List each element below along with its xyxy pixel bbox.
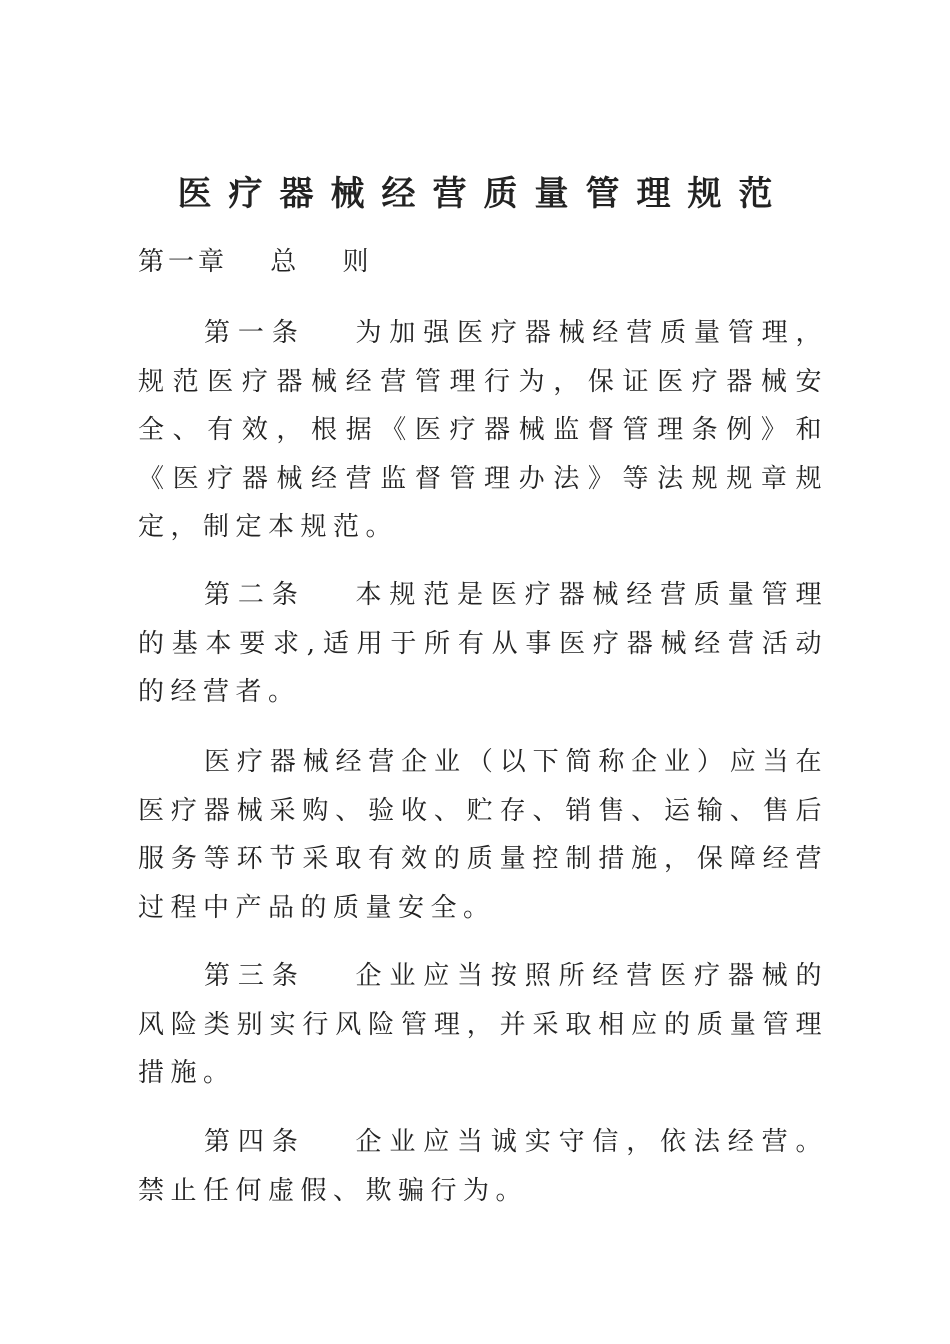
- article-number: 第三条: [204, 961, 306, 991]
- article-text: 医疗器械经营企业（以下简称企业）应当在医疗器械采购、验收、贮存、销售、运输、售后服务等环节采取有效的质量控制措施，保障经营过程中产品的质量安全。: [138, 747, 828, 923]
- article-text: 企业应当诚实守信，依法经营。禁止任何虚假、欺骗行为。: [138, 1127, 828, 1206]
- chapter-heading: 第一章 总 则: [138, 247, 373, 277]
- document-title: 医疗器械经营质量管理规范: [177, 174, 790, 214]
- article-number: 第一条: [204, 318, 306, 348]
- article-paragraph-4: [138, 952, 828, 1098]
- article-paragraph-5: [138, 1118, 828, 1215]
- article-paragraph-1: [138, 309, 828, 552]
- article-number: 第二条: [204, 580, 306, 610]
- article-text: 为加强医疗器械经营质量管理，规范医疗器械经营管理行为，保证医疗器械安全、有效，根据《医疗器械监督管理条例》和《医疗器械经营监督管理办法》等法规规章规定，制定本规范。: [138, 318, 828, 542]
- article-paragraph-3: [138, 738, 828, 932]
- article-text: 企业应当按照所经营医疗器械的风险类别实行风险管理，并采取相应的质量管理措施。: [138, 961, 828, 1088]
- article-number: 第四条: [204, 1127, 306, 1157]
- article-text: 本规范是医疗器械经营质量管理的基本要求,适用于所有从事医疗器械经营活动的经营者。: [138, 580, 828, 707]
- article-paragraph-2: [138, 571, 828, 717]
